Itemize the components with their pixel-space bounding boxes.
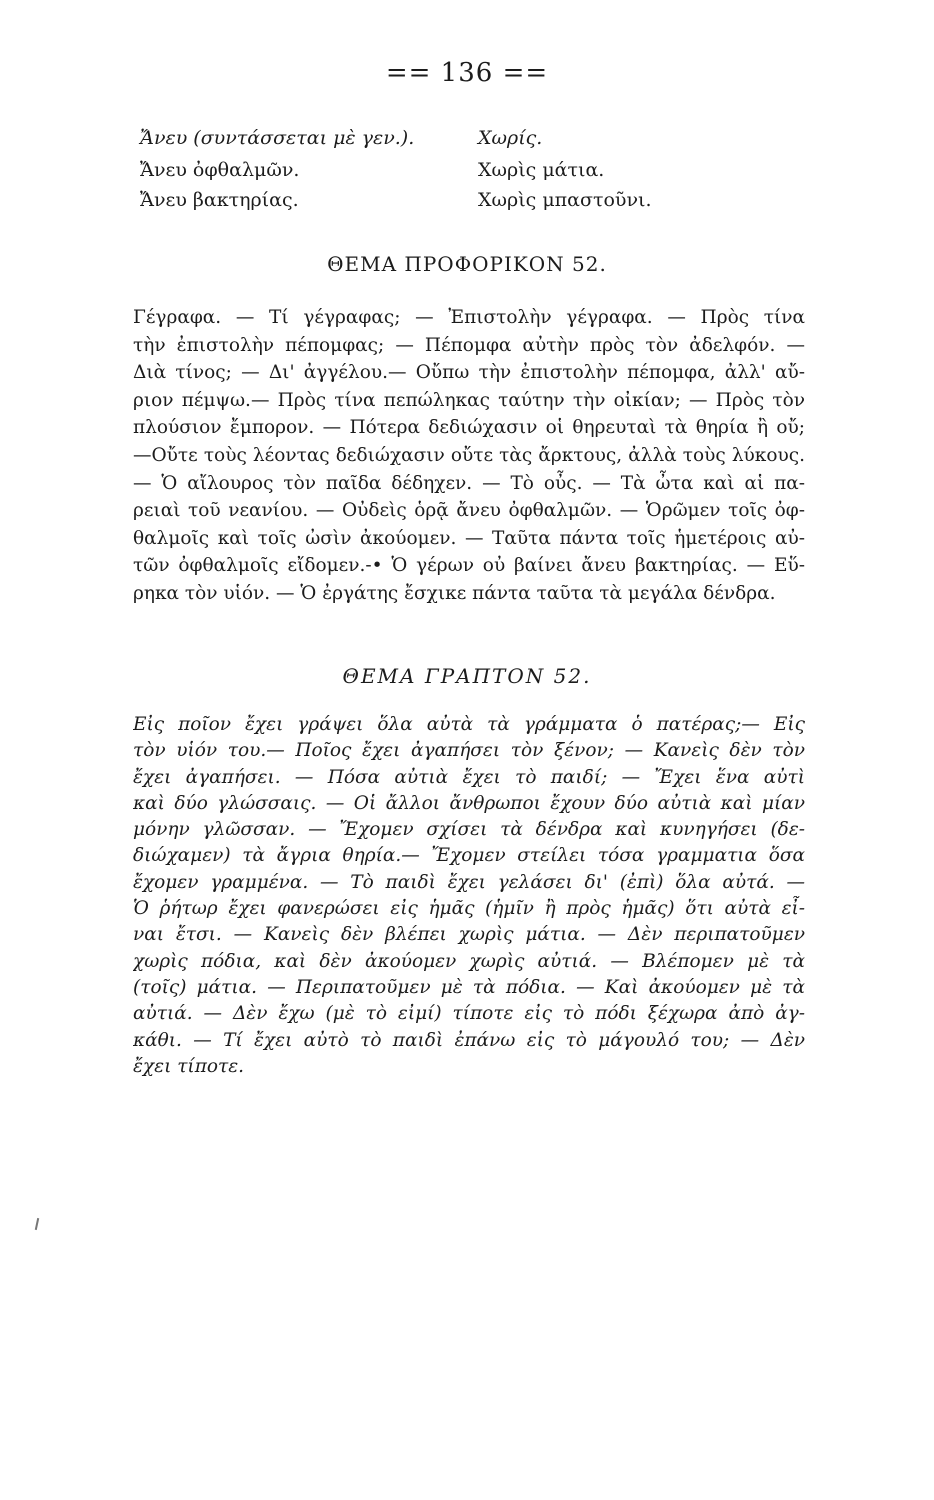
text-line: ρειαὶ τοῦ νεανίου. — Οὐδεὶς ὁρᾷ ἄνευ ὀφθαλμῶν. — Ὁρῶμεν τοῖς ὀφ- (133, 500, 805, 522)
heading-right: Χωρίς. (478, 127, 543, 149)
example-left: Ἄνευ βακτηρίας. (140, 189, 299, 211)
text-line: ναι ἔτσι. — Κανεὶς δὲν βλέπει χωρὶς μάτια. — Δὲν περιπατοῦμεν (133, 924, 805, 946)
text-line: ρηκα τὸν υἱόν. — Ὁ ἐργάτης ἔσχικε πάντα ταῦτα τὰ μεγάλα δένδρα. (133, 582, 776, 604)
text-line: — Ὁ αἴλουρος τὸν παῖδα δέδηχεν. — Τὸ οὖς. — Τὰ ὦτα καὶ αἱ πα- (133, 472, 805, 494)
page-number: == 136 == (385, 58, 549, 88)
example-left: Ἄνευ ὀφθαλμῶν. (140, 159, 300, 181)
text-line: πλούσιον ἔμπορον. — Πότερα δεδιώχασιν οἱ θηρευταὶ τὰ θηρία ἢ οὔ; (133, 417, 805, 439)
text-line: (τοῖς) μάτια. — Περιπατοῦμεν μὲ τὰ πόδια. — Καὶ ἀκούομεν μὲ τὰ (133, 976, 805, 998)
text-line: κάθι. — Τί ἔχει αὐτὸ τὸ παιδὶ ἐπάνω εἰς τὸ μάγουλό του; — Δὲν (133, 1029, 805, 1051)
oral-exercise-text (133, 304, 805, 608)
text-line: ἔχομεν γραμμένα. — Τὸ παιδὶ ἔχει γελάσει δι' (ἐπὶ) ὅλα αὐτά. — (133, 871, 805, 893)
text-line: Διὰ τίνος; — Δι' ἀγγέλου.— Οὔπω τὴν ἐπιστολὴν πέπομφα, ἀλλ' αὔ- (133, 362, 805, 384)
text-line: τὸν υἱόν του.— Ποῖος ἔχει ἀγαπήσει τὸν ξένον; — Κανεὶς δὲν τὸν (133, 740, 805, 762)
text-line: χωρὶς πόδια, καὶ δὲν ἀκούομεν χωρὶς αὐτιά. — Βλέπομεν μὲ τὰ (133, 950, 805, 972)
oral-section-title: ΘΕΜΑ ΠΡΟΦΟΡΙΚΟΝ 52. (327, 252, 607, 276)
text-line: ριον πέμψω.— Πρὸς τίνα πεπώληκας ταύτην τὴν οἰκίαν; — Πρὸς τὸν (133, 389, 805, 411)
stray-mark (35, 1218, 39, 1230)
example-right: Χωρὶς μπαστοῦνι. (478, 189, 652, 211)
text-line: διώχαμεν) τὰ ἄγρια θηρία.— Ἔχομεν στείλει τόσα γραμματια ὅσα (133, 845, 805, 867)
text-line: Γέγραφα. — Τί γέγραφας; — Ἐπιστολὴν γέγραφα. — Πρὸς τίνα (133, 307, 805, 328)
text-line: —Οὔτε τοὺς λέοντας δεδιώχασιν οὔτε τὰς ἄρκτους, ἀλλὰ τοὺς λύκους. (133, 444, 805, 466)
text-line: τῶν ὀφθαλμοῖς εἴδομεν.-• Ὁ γέρων οὐ βαίνει ἄνευ βακτηρίας. — Εὕ- (133, 555, 805, 577)
text-line: αὐτιά. — Δὲν ἔχω (μὲ τὸ εἰμί) τίποτε εἰς τὸ πόδι ξέχωρα ἀπὸ ἀγ- (133, 1003, 805, 1025)
text-line: μόνην γλῶσσαν. — Ἔχομεν σχίσει τὰ δένδρα καὶ κυνηγήσει (δε- (133, 819, 805, 841)
example-right: Χωρὶς μάτια. (478, 159, 605, 181)
text-line: Ὁ ῥήτωρ ἔχει φανερώσει εἰς ἡμᾶς (ἡμῖν ἢ πρὸς ἡμᾶς) ὅτι αὐτὰ εἶ- (133, 898, 805, 920)
written-exercise-text (133, 712, 805, 1080)
text-line: θαλμοῖς καὶ τοῖς ὠσὶν ἀκούομεν. — Ταῦτα πάντα τοῖς ἡμετέροις αὐ- (133, 527, 805, 549)
text-line: ἔχει τίποτε. (133, 1055, 245, 1077)
text-line: ἔχει ἀγαπήσει. — Πόσα αὐτιὰ ἔχει τὸ παιδί; — Ἔχει ἕνα αὐτὶ (133, 766, 805, 788)
text-line: τὴν ἐπιστολὴν πέπομφας; — Πέπομφα αὐτὴν πρὸς τὸν ἀδελφόν. — (133, 334, 805, 356)
text-line: καὶ δύο γλώσσαις. — Οἱ ἄλλοι ἄνθρωποι ἔχουν δύο αὐτιὰ καὶ μίαν (133, 792, 805, 814)
written-section-title: ΘΕΜΑ ΓΡΑΠΤΟΝ 52. (342, 664, 592, 688)
text-line: Εἰς ποῖον ἔχει γράψει ὅλα αὐτὰ τὰ γράμματα ὁ πατέρας;— Εἰς (133, 714, 805, 735)
heading-left: Ἄνευ (συντάσσεται μὲ γεν.). (140, 127, 415, 149)
